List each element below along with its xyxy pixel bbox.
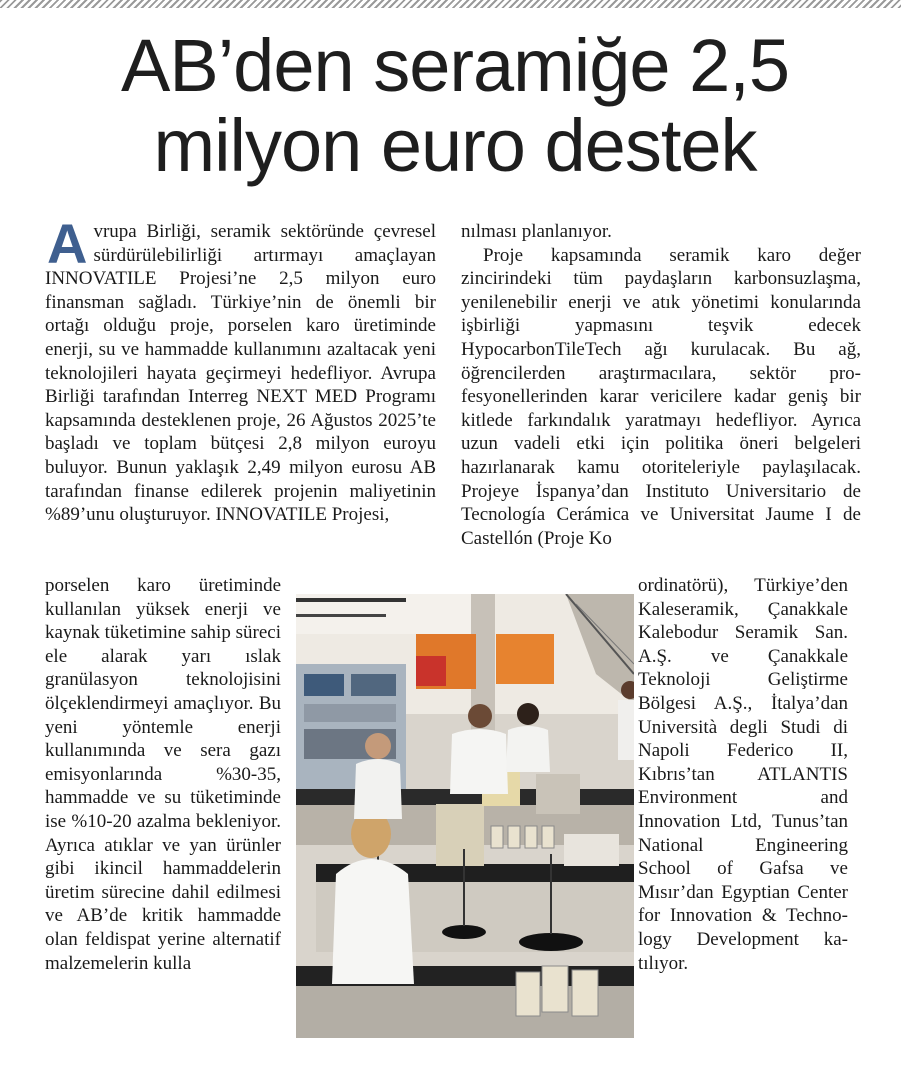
article-continuation-text: nılması planlanıyor. [461,221,612,242]
drop-cap: A [47,212,88,275]
article-column-right [461,220,861,550]
article-paragraph-2: Proje kapsamında seramik karo değer zincirindeki tüm paydaşların karbonsuzlaşma, yenilenebilir enerji ve atık yönetimi konularında işbirliği yapmasını teşvik edecek HypocarbonTileTech ağı kurulacak. Bu ağ, öğrencilerden araştırmacılara, sektör profesyonellerinden karar vericilere kadar geniş bir kitlede farkındalık yaratmayı hedefliyor. Ayrıca uzun vadeli etki için politika öneri belgeleri hazırlanarak kamu otoriteleriyle paylaşılacak. Projeye İspanya’dan Instituto Universitario de Tecnología Cerámica ve Universitat Jaume I de Castellón (Proje Ko [461,244,861,549]
article-column-right-wrap [638,574,848,975]
headline: AB’den seramiğe 2,5 milyon euro destek [121,24,789,187]
article-body-text: porselen karo üretiminde kullanılan yüksek enerji ve kaynak tüketimine sahip süreci ele alarak yarı ıslak granülasyon teknolojisini ölçeklendirmeyi amaçlıyor. Bu yeni yöntemle enerji kullanımında ve sera gazı emisyonlarında %30-35, hammadde ve su tüketiminde ise %10-20 azalma bekleniyor. Ayrıca atıklar ve yan ürünler gibi ikincil hammaddelerin üretim sürecine dahil edilmesi ve AB’de kritik hammadde olan feldispat yerine alternatif malzemelerin kulla [45,575,281,974]
article-lead-text: vrupa Birliği, seramik sektöründe çevresel sürdürülebilirliği artırmayı amaçlayan INNOVATILE Projesi’ne 2,5 milyon euro finansman sağladı. Türkiye’nin de önemli bir ortağı olduğu proje, porselen karo üretiminde enerji, su ve hammadde kullanımını azaltacak yeni teknolojileri hayata geçirmeyi hedefliyor. Avrupa Birliği tarafından Interreg NEXT MED Programı kapsamında desteklenen proje, 26 Ağustos 2025’te başladı ve toplam bütçesi 2,8 milyon euroyu buluyor. Bunun yaklaşık 2,49 milyon eurosu AB tarafından finanse edilerek projenin maliyetinin %89’unu oluşturuyor. INNOVATILE Projesi, [45,221,436,526]
article-column-left-wrap [45,574,281,975]
laboratory-photo [296,594,634,1038]
orange-panel-2 [496,634,554,684]
red-panel [416,656,446,686]
top-hatched-rule [0,0,901,8]
article-column-left [45,212,436,527]
article-partners-text: ordinatörü), Türkiye’den Kaleseramik, Çanakkale Kalebodur Seramik San. A.Ş. ve Çanakkale Teknoloji Geliştirme Bölgesi A.Ş., İtalya’dan Università degli Studi di Napoli Federico II, Kıbrıs’tan ATLANTIS Environment and Innovation Ltd, Tunus’tan National Engineering School of Gafsa ve Mısır’dan Egyptian Center for Innovation & Technology Development katılıyor. [638,575,848,974]
